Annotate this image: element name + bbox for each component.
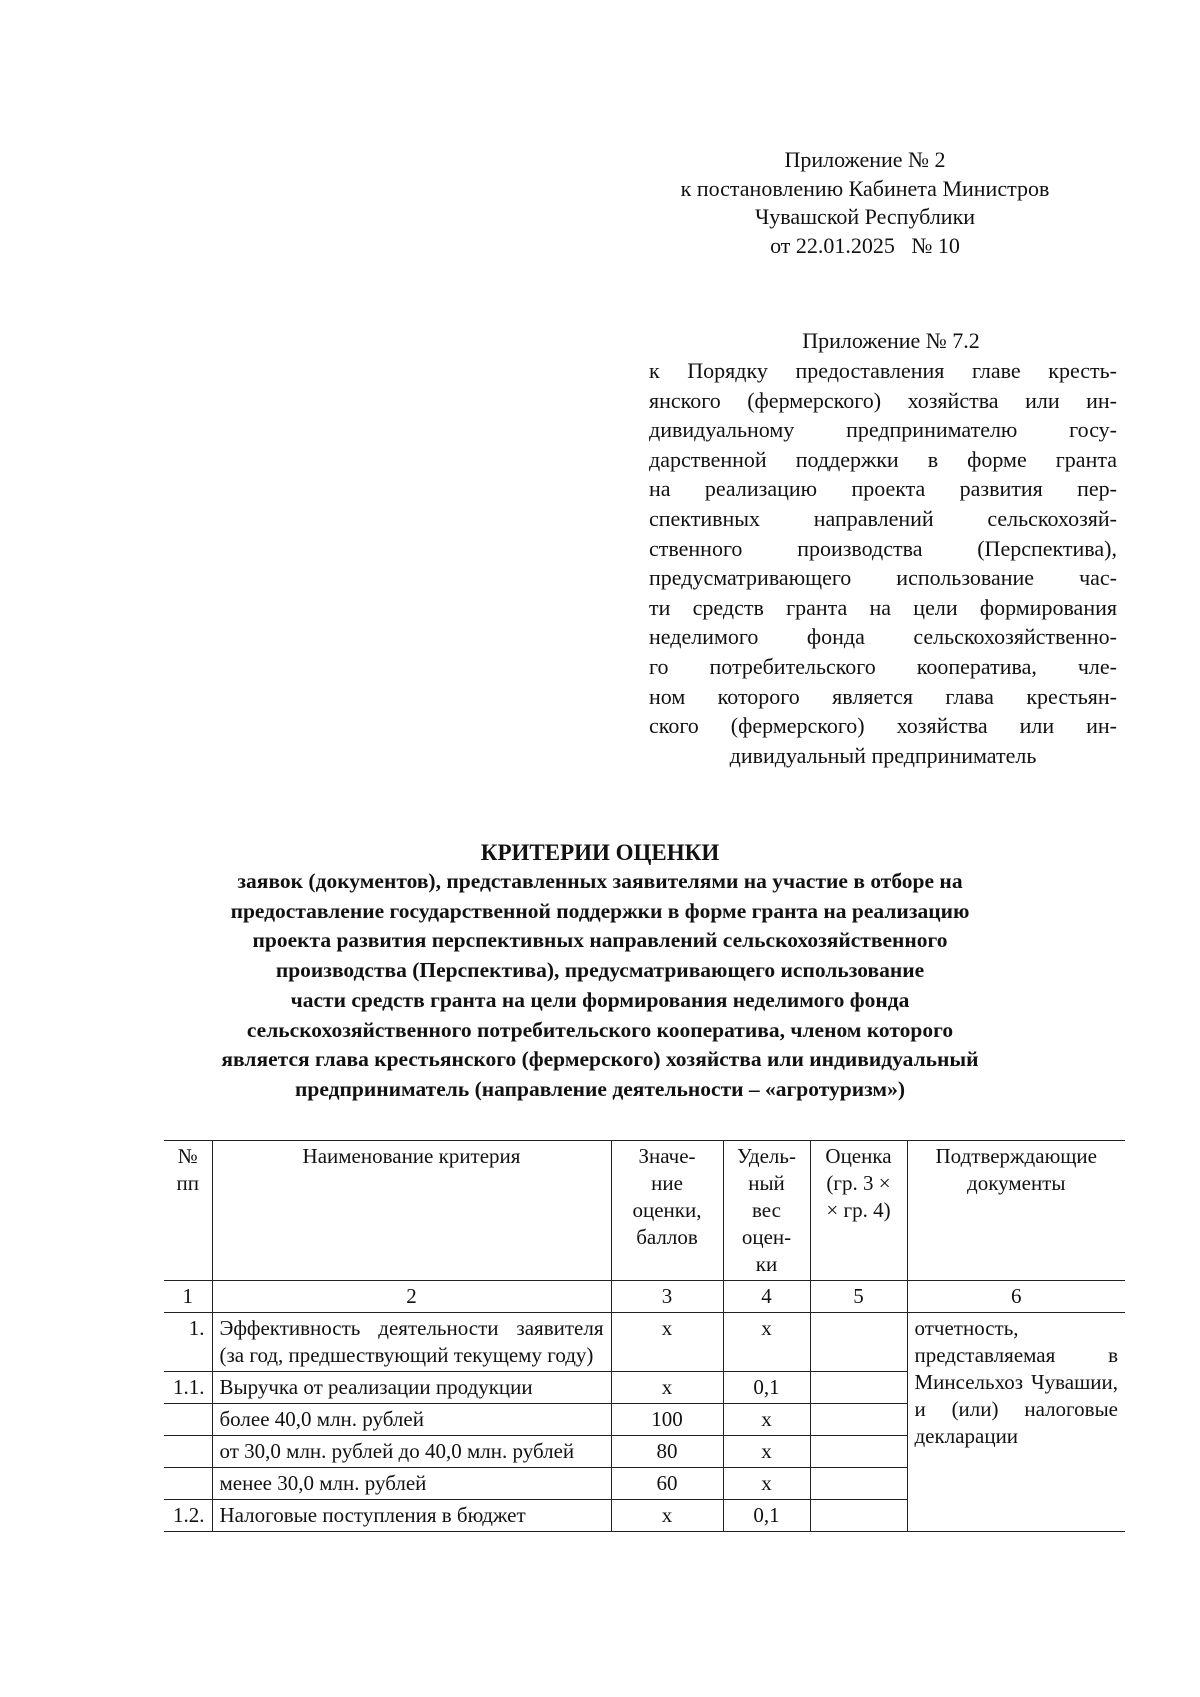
appendix-line: го потребительского кооператива, чле-	[649, 653, 1117, 679]
criteria-title: КРИТЕРИИ ОЦЕНКИ	[480, 840, 720, 865]
criterion-name: Выручка от реализации продукции	[212, 1372, 611, 1404]
criteria-subtitle-line: проекта развития перспективных направлений сельскохозяйственного	[252, 928, 948, 953]
criteria-subtitle-line: предоставление государственной поддержки в форме гранта на реализацию	[230, 898, 970, 923]
criteria-subtitle-line: предприниматель (направление деятельности – «агротуризм»)	[295, 1076, 905, 1101]
weight-value: х	[723, 1313, 810, 1372]
column-numbers-row	[164, 1281, 1125, 1313]
header-number: № пп	[164, 1141, 212, 1281]
weight-value: 0,1	[723, 1500, 810, 1532]
weight-value: х	[723, 1468, 810, 1500]
resolution-header	[620, 146, 1110, 260]
table-header-row	[164, 1141, 1125, 1281]
appendix-line: ти средств гранта на цели формирования	[649, 594, 1117, 620]
criteria-table	[164, 1140, 1125, 1532]
row-number	[164, 1404, 212, 1436]
weight-value: 0,1	[723, 1372, 810, 1404]
appendix-line: дарственной поддержки в форме гранта	[649, 446, 1117, 472]
appendix-line: предусматривающего использование час-	[649, 565, 1117, 591]
header-weight: Удель- ный вес оцен- ки	[723, 1141, 810, 1281]
row-number	[164, 1436, 212, 1468]
header-criterion-name: Наименование критерия	[212, 1141, 611, 1281]
weight-value: х	[723, 1436, 810, 1468]
score-value: х	[611, 1372, 723, 1404]
criterion-name: более 40,0 млн. рублей	[212, 1404, 611, 1436]
appendix-title: Приложение № 7.2	[802, 328, 980, 353]
column-number: 2	[212, 1281, 611, 1313]
table-row	[164, 1313, 1125, 1372]
appendix-line: неделимого фонда сельскохозяйственно-	[649, 624, 1117, 650]
score-cell	[810, 1500, 907, 1532]
header-line: Приложение № 2	[784, 147, 946, 172]
criteria-subtitle-line: является глава крестьянского (фермерского) хозяйства или индивидуальный	[221, 1047, 979, 1072]
criterion-name: Эффективность деятельности заявителя (за год, предшествующий текущему году)	[212, 1313, 611, 1372]
column-number: 6	[907, 1281, 1125, 1313]
criteria-subtitle-line: части средств гранта на цели формирования неделимого фонда	[290, 987, 910, 1012]
header-line: Чувашской Республики	[754, 204, 976, 229]
row-number: 1.	[164, 1313, 212, 1372]
score-cell	[810, 1468, 907, 1500]
appendix-line: ственного производства (Перспектива),	[649, 535, 1117, 561]
score-value: 80	[611, 1436, 723, 1468]
appendix-text	[649, 356, 1117, 770]
header-score-value: Значе- ние оценки, баллов	[611, 1141, 723, 1281]
appendix-line: к Порядку предоставления главе кресть-	[649, 358, 1117, 383]
row-number: 1.2.	[164, 1500, 212, 1532]
appendix-line: ского (фермерского) хозяйства или ин-	[649, 713, 1117, 739]
criterion-name: менее 30,0 млн. рублей	[212, 1468, 611, 1500]
header-score: Оценка (гр. 3 × × гр. 4)	[810, 1141, 907, 1281]
criterion-name: от 30,0 млн. рублей до 40,0 млн. рублей	[212, 1436, 611, 1468]
appendix-line: спективных направлений сельскохозяй-	[649, 505, 1117, 531]
score-value: 60	[611, 1468, 723, 1500]
criteria-subtitle-line: производства (Перспектива), предусматривающего использование	[275, 958, 925, 983]
appendix-line: янского (фермерского) хозяйства или ин-	[649, 387, 1117, 413]
appendix-line: дивидуальному предпринимателю госу-	[649, 417, 1117, 443]
column-number: 1	[164, 1281, 212, 1313]
column-number: 3	[611, 1281, 723, 1313]
score-value: х	[611, 1500, 723, 1532]
criteria-subtitle-line: заявок (документов), представленных заявителями на участие в отборе на	[237, 869, 963, 893]
score-cell	[810, 1436, 907, 1468]
row-number: 1.1.	[164, 1372, 212, 1404]
score-value: х	[611, 1313, 723, 1372]
appendix-line: дивидуальный предприниматель	[729, 742, 1037, 768]
column-number: 5	[810, 1281, 907, 1313]
row-number	[164, 1468, 212, 1500]
supporting-documents: отчетность, представляемая в Минсельхоз Чувашии, и (или) налоговые декларации	[907, 1313, 1125, 1532]
score-cell	[810, 1313, 907, 1372]
appendix-line: на реализацию проекта развития пер-	[649, 476, 1117, 502]
criterion-name: Налоговые поступления в бюджет	[212, 1500, 611, 1532]
weight-value: х	[723, 1404, 810, 1436]
score-value: 100	[611, 1404, 723, 1436]
criteria-subtitle-line: сельскохозяйственного потребительского кооператива, членом которого	[246, 1017, 954, 1042]
column-number: 4	[723, 1281, 810, 1313]
appendix-line: ном которого является глава крестьян-	[649, 683, 1117, 709]
header-line: к постановлению Кабинета Министров	[680, 175, 1050, 201]
score-cell	[810, 1372, 907, 1404]
score-cell	[810, 1404, 907, 1436]
criteria-heading	[150, 838, 1050, 1105]
header-documents: Подтверждающие документы	[907, 1141, 1125, 1281]
header-line: от 22.01.2025 № 10	[770, 232, 960, 258]
